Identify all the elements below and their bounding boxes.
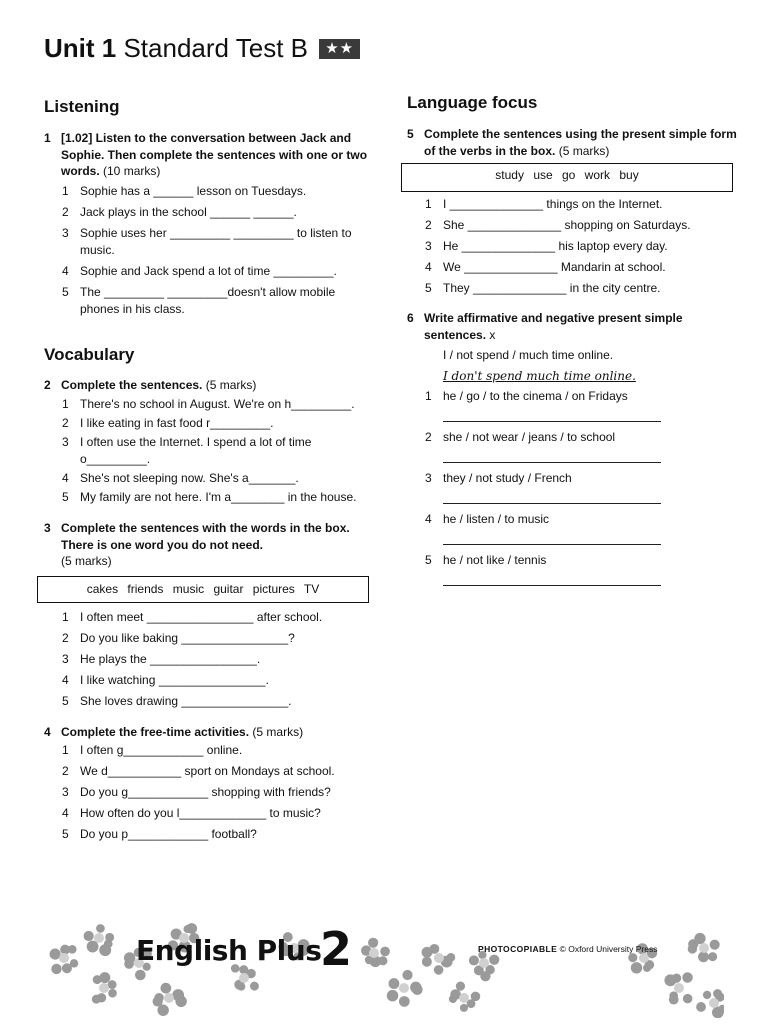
footer bbox=[44, 918, 724, 1018]
pattern-dot bbox=[410, 982, 421, 993]
pattern-dot bbox=[124, 952, 135, 963]
answer-line[interactable] bbox=[443, 405, 661, 422]
exercise-number: 5 bbox=[407, 127, 414, 141]
pattern-dot bbox=[99, 983, 109, 993]
list-item: 4 he / listen / to music bbox=[407, 511, 737, 545]
pattern-dot bbox=[669, 991, 678, 1000]
list-item: 4 We ______________ Mandarin at school. bbox=[425, 260, 666, 274]
pattern-dot bbox=[369, 948, 379, 958]
pattern-dot bbox=[92, 995, 101, 1004]
example-prompt: I / not spend / much time online. bbox=[443, 348, 614, 362]
pattern-dot bbox=[471, 992, 481, 1002]
pattern-dot bbox=[682, 972, 692, 982]
pattern-dot bbox=[674, 983, 684, 993]
pattern-dot bbox=[631, 962, 642, 973]
unit-label: Unit 1 bbox=[44, 33, 117, 63]
decorative-pattern bbox=[44, 918, 724, 1018]
pattern-dot bbox=[62, 963, 72, 973]
pattern-dot bbox=[387, 990, 399, 1002]
pattern-dot bbox=[703, 991, 711, 999]
exercise-1 bbox=[44, 130, 374, 318]
word-box: study use go work buy bbox=[401, 163, 733, 192]
exercise-instruction: 4 Complete the free-time activities. (5 marks) bbox=[44, 724, 304, 739]
pattern-dot bbox=[683, 994, 693, 1004]
list-item: 2 She ______________ shopping on Saturdays. bbox=[425, 218, 691, 232]
pattern-dot bbox=[105, 933, 114, 942]
section-heading-language-focus: Language focus bbox=[407, 93, 538, 112]
list-item: 3 He plays the ________________. bbox=[62, 651, 261, 666]
pattern-dot bbox=[108, 980, 117, 989]
pattern-dot bbox=[99, 972, 110, 983]
pattern-dot bbox=[389, 978, 400, 989]
left-column bbox=[44, 96, 374, 843]
exercise-instruction: 6 Write affirmative and negative present simple sentences. x bbox=[407, 311, 683, 342]
pattern-dot bbox=[399, 983, 409, 993]
test-title: Standard Test B bbox=[123, 33, 308, 63]
list-item: 3 they / not study / French bbox=[407, 470, 737, 504]
exercise-marks: (5 marks) bbox=[61, 554, 112, 568]
list-item: 1 he / go / to the cinema / on Fridays bbox=[407, 388, 737, 422]
pattern-dot bbox=[429, 944, 439, 954]
pattern-dot bbox=[68, 945, 77, 954]
exercise-marks: (5 marks) bbox=[205, 377, 257, 392]
pattern-dot bbox=[51, 964, 61, 974]
pattern-dot bbox=[459, 993, 469, 1003]
exercise-number: 2 bbox=[44, 377, 51, 392]
pattern-dot bbox=[172, 989, 184, 1001]
pattern-dot bbox=[164, 993, 174, 1003]
list-item: 5 She loves drawing ________________. bbox=[62, 693, 292, 708]
pattern-dot bbox=[50, 949, 61, 960]
list-item: 5 he / not like / tennis bbox=[407, 552, 737, 586]
pattern-dot bbox=[456, 981, 465, 990]
exercise-number: 6 bbox=[407, 311, 414, 325]
brand-level-number: 2 bbox=[320, 922, 353, 976]
pattern-dot bbox=[154, 993, 163, 1002]
pattern-dot bbox=[696, 1002, 706, 1012]
list-item: 1 I often meet ________________ after school. bbox=[62, 609, 323, 624]
pattern-dot bbox=[250, 982, 259, 991]
pattern-dot bbox=[460, 1004, 468, 1012]
pattern-dot bbox=[708, 952, 717, 961]
pattern-dot bbox=[434, 953, 444, 963]
pattern-dot bbox=[402, 970, 412, 980]
word-box: cakes friends music guitar pictures TV bbox=[37, 576, 369, 603]
answer-line[interactable] bbox=[443, 487, 661, 504]
exercise-instruction: 3 Complete the sentences with the words in the box. There is one word you do not need. (5 marks) bbox=[44, 521, 350, 568]
exercise-4 bbox=[44, 724, 374, 844]
pattern-dot bbox=[108, 989, 117, 998]
pattern-dot bbox=[99, 944, 111, 956]
exercise-marks: (5 marks) bbox=[252, 724, 304, 739]
list-item: 1 I often g____________ online. bbox=[62, 743, 243, 757]
list-item: 4 She's not sleeping now. She's a_______. bbox=[62, 471, 299, 485]
example-answer: I don't spend much time online. bbox=[443, 369, 636, 383]
pattern-dot bbox=[699, 943, 709, 953]
list-item: 2 Jack plays in the school ______ ______. bbox=[62, 204, 297, 219]
list-item: 5 Do you p____________ football? bbox=[62, 827, 257, 841]
section-heading-listening: Listening bbox=[44, 97, 120, 116]
list-item: 2 We d___________ sport on Mondays at school. bbox=[62, 764, 335, 778]
pattern-dot bbox=[368, 938, 378, 948]
exercise-3 bbox=[44, 520, 374, 710]
brand-logo: English Plus bbox=[136, 934, 322, 967]
pattern-dot bbox=[639, 953, 649, 963]
exercise-number: 1 bbox=[44, 131, 51, 145]
list-item: 2 Do you like baking ________________? bbox=[62, 630, 295, 645]
pattern-dot bbox=[96, 924, 105, 933]
pattern-dot bbox=[135, 970, 146, 981]
publisher-label: © Oxford University Press bbox=[559, 944, 658, 954]
exercise-5 bbox=[407, 126, 737, 297]
section-heading-vocabulary: Vocabulary bbox=[44, 344, 135, 364]
list-item: 4 I like watching ________________. bbox=[62, 672, 269, 687]
exercise-instruction: 5 Complete the sentences using the present simple form of the verbs in the box. (5 marks) bbox=[407, 127, 737, 158]
exercise-marks: (10 marks) bbox=[103, 164, 161, 178]
list-item: 1 There's no school in August. We're on h_________. bbox=[62, 397, 355, 411]
answer-line[interactable] bbox=[443, 446, 661, 463]
pattern-dot bbox=[380, 947, 390, 957]
list-item: 3 Sophie uses her _________ _________ to listen to music. bbox=[62, 225, 352, 257]
exercise-marks: x bbox=[489, 327, 496, 342]
pattern-dot bbox=[434, 965, 444, 975]
list-item: 3 I often use the Internet. I spend a lot of time o_________. bbox=[62, 435, 312, 466]
pattern-dot bbox=[643, 964, 651, 972]
answer-line[interactable] bbox=[443, 528, 661, 545]
page-title bbox=[44, 33, 360, 63]
pattern-dot bbox=[694, 933, 705, 944]
pattern-dot bbox=[399, 996, 410, 1007]
pattern-dot bbox=[422, 957, 432, 967]
pattern-dot bbox=[710, 940, 720, 950]
exercise-number: 4 bbox=[44, 724, 51, 739]
pattern-dot bbox=[160, 983, 171, 994]
pattern-dot bbox=[59, 953, 69, 963]
exercise-6 bbox=[407, 310, 737, 586]
pattern-dot bbox=[709, 998, 719, 1008]
pattern-dot bbox=[84, 931, 94, 941]
list-item: 1 Sophie has a ______ lesson on Tuesdays. bbox=[62, 183, 307, 198]
list-item: 5 My family are not here. I'm a________ in the house. bbox=[62, 490, 357, 504]
list-item: 4 How often do you l_____________ to music? bbox=[62, 806, 321, 820]
pattern-dot bbox=[186, 923, 197, 934]
difficulty-stars: ★★ bbox=[319, 39, 360, 59]
pattern-dot bbox=[712, 1007, 724, 1018]
list-item: 5 They ______________ in the city centre. bbox=[425, 281, 661, 295]
pattern-dot bbox=[469, 955, 479, 965]
right-column bbox=[407, 92, 737, 586]
list-item: 2 I like eating in fast food r_________. bbox=[62, 416, 274, 430]
exercise-marks: (5 marks) bbox=[558, 143, 610, 158]
pattern-dot bbox=[698, 951, 709, 962]
exercise-instruction: 1 [1.02] Listen to the conversation between Jack and Sophie. Then complete the sentences with one or two words. (10 marks) bbox=[44, 131, 368, 178]
pattern-dot bbox=[672, 974, 681, 983]
pattern-dot bbox=[239, 973, 249, 983]
copyright-notice bbox=[478, 944, 657, 954]
answer-line[interactable] bbox=[443, 569, 661, 586]
exercise-instruction: 2 Complete the sentences. (5 marks) bbox=[44, 377, 257, 392]
exercise-2 bbox=[44, 377, 374, 507]
list-item: 5 The _________ _________doesn't allow mobile phones in his class. bbox=[62, 284, 336, 316]
pattern-dot bbox=[94, 933, 104, 943]
list-item: 4 Sophie and Jack spend a lot of time _________. bbox=[62, 263, 337, 278]
list-item: 1 I ______________ things on the Internet. bbox=[425, 197, 663, 211]
pattern-dot bbox=[479, 958, 489, 968]
pattern-dot bbox=[489, 955, 499, 965]
exercise-number: 3 bbox=[44, 521, 51, 535]
pattern-dot bbox=[628, 953, 637, 962]
list-item: 2 she / not wear / jeans / to school bbox=[407, 429, 737, 463]
photocopiable-label: PHOTOCOPIABLE bbox=[478, 944, 558, 954]
list-item: 3 Do you g____________ shopping with friends? bbox=[62, 785, 331, 799]
list-item: 3 He ______________ his laptop every day. bbox=[425, 239, 668, 253]
pattern-dot bbox=[447, 953, 456, 962]
